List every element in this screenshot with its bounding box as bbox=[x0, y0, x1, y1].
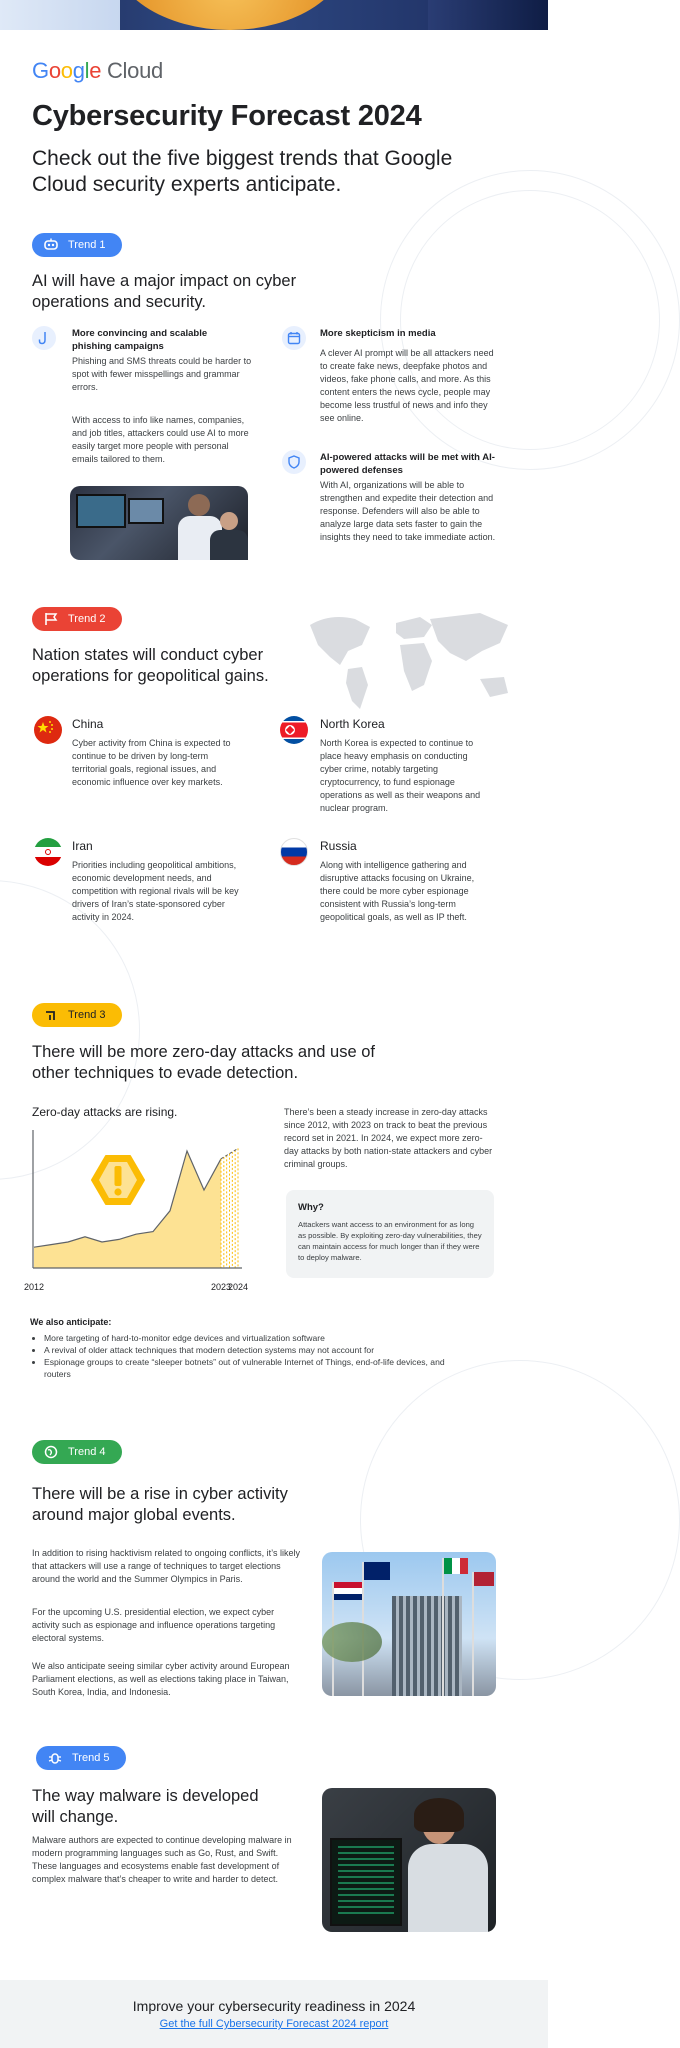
trend-1-label: Trend 1 bbox=[68, 239, 106, 251]
chart-tick-label: 2012 bbox=[23, 1282, 45, 1292]
trend-4-label: Trend 4 bbox=[68, 1446, 106, 1458]
chart-tick-label: 2023 bbox=[210, 1282, 232, 1292]
fishhook-icon bbox=[32, 326, 56, 350]
why-callout bbox=[286, 1190, 494, 1278]
bug-icon bbox=[46, 1751, 64, 1765]
flags-building-photo bbox=[322, 1552, 496, 1696]
phishing-title: More convincing and scalable phishing campaigns bbox=[72, 328, 208, 352]
list-item: • More targeting of hard-to-monitor edge devices and virtualization software bbox=[44, 1332, 450, 1344]
country-iran: Iran bbox=[72, 839, 93, 853]
iran-body: Priorities including geopolitical ambitions, economic development needs, and competition with regional rivals will be key drivers of Iran’s state-sponsored cyber activity in 2024. bbox=[72, 860, 239, 922]
report-link[interactable]: Get the full Cybersecurity Forecast 2024 report bbox=[159, 2018, 389, 2030]
ai-defense-title: AI-powered attacks will be met with AI-powered defenses bbox=[320, 452, 495, 476]
developer-photo bbox=[322, 1788, 496, 1932]
trend-4-heading: There will be a rise in cyber activity around major global events. bbox=[32, 1485, 288, 1524]
trend-2-heading: Nation states will conduct cyber operations for geopolitical gains. bbox=[32, 646, 269, 685]
trend-2-label: Trend 2 bbox=[68, 613, 106, 625]
page-title: Cybersecurity Forecast 2024 bbox=[32, 100, 422, 132]
page-subtitle: Check out the five biggest trends that Google Cloud security experts anticipate. bbox=[32, 147, 453, 196]
phishing-body: Phishing and SMS threats could be harder to spot with fewer misspellings and grammar errors. bbox=[72, 356, 252, 392]
logo-cloud-text: Cloud bbox=[106, 58, 163, 83]
chart-tick-label: 2024 bbox=[227, 1282, 249, 1292]
google-cloud-logo[interactable]: Google Cloud bbox=[32, 58, 163, 83]
shield-ai-icon bbox=[282, 450, 306, 474]
analysts-photo bbox=[70, 486, 248, 560]
trend-2-pill bbox=[32, 607, 122, 631]
chart-projection-lines bbox=[221, 1148, 238, 1268]
trend-4-pill bbox=[32, 1440, 122, 1464]
trend-3-label: Trend 3 bbox=[68, 1009, 106, 1021]
country-russia: Russia bbox=[320, 839, 357, 853]
detour-icon bbox=[42, 1008, 60, 1022]
anticipate-list bbox=[30, 1332, 450, 1380]
trend-5-pill bbox=[36, 1746, 126, 1770]
trend-5-label: Trend 5 bbox=[72, 1752, 110, 1764]
trend-1-heading: AI will have a major impact on cyber operations and security. bbox=[32, 272, 297, 311]
country-north-korea: North Korea bbox=[320, 717, 385, 731]
north-korea-body: North Korea is expected to continue to place heavy emphasis on conducting cyber crime, notably targeting cryptocurrency, to fund espionage operations as well as their weapons and nuclear program. bbox=[320, 738, 481, 813]
iran-flag-icon bbox=[34, 838, 62, 866]
trend-4-body-3: We also anticipate seeing similar cyber activity around European Parliament elections, as well as elections taking place in Taiwan, South Korea, India, and Indonesia. bbox=[32, 1661, 290, 1697]
china-flag-icon bbox=[34, 716, 62, 744]
anticipate-title: We also anticipate: bbox=[30, 1317, 112, 1327]
trend-5-heading: The way malware is developed will change. bbox=[32, 1787, 259, 1826]
globe-icon bbox=[42, 1445, 60, 1459]
world-map-image bbox=[300, 605, 520, 715]
trend-1-pill bbox=[32, 233, 122, 257]
media-skepticism-body: A clever AI prompt will be all attackers need to create fake news, deepfake photos and videos, fake phone calls, and more. As this content enters the news cycle, people may become less trustful of news and info they see online. bbox=[320, 348, 494, 423]
trend-3-pill bbox=[32, 1003, 122, 1027]
trend-5-body: Malware authors are expected to continue developing malware in modern programming languages such as Go, Rust, and Swift. These languages and ecosystems enable fast development of complex malware that’s cheaper to write and harder to detect. bbox=[32, 1835, 292, 1884]
list-item: • A revival of older attack techniques that modern detection systems may not account for bbox=[44, 1344, 450, 1356]
footer-heading: Improve your cybersecurity readiness in 2024 bbox=[132, 1998, 416, 2014]
list-item: • Espionage groups to create “sleeper botnets” out of vulnerable Internet of Things, end-of-life devices, and routers bbox=[44, 1356, 450, 1380]
trend-4-body-2: For the upcoming U.S. presidential election, we expect cyber activity such as espionage and influence operations targeting electoral systems. bbox=[32, 1607, 276, 1643]
country-china: China bbox=[72, 717, 104, 731]
russia-body: Along with intelligence gathering and disruptive attacks focusing on Ukraine, there could be more cyber espionage consistent with Russia’s long-term geopolitical goals, as well as IP theft. bbox=[320, 860, 475, 922]
media-skepticism-title: More skepticism in media bbox=[320, 328, 436, 339]
footer-cta bbox=[0, 1980, 548, 2048]
phishing-body-2: With access to info like names, companies, and job titles, attackers could use AI to more easily target more people with personal emails tailored to them. bbox=[72, 415, 249, 464]
trend-3-heading: There will be more zero-day attacks and use of other techniques to evade detection. bbox=[32, 1043, 375, 1082]
flag-icon bbox=[42, 612, 60, 626]
zero-day-area-chart bbox=[23, 1128, 249, 1293]
calendar-media-icon bbox=[282, 326, 306, 350]
chart-title: Zero-day attacks are rising. bbox=[32, 1105, 178, 1119]
warning-icon bbox=[92, 1156, 144, 1204]
ai-defense-body: With AI, organizations will be able to strengthen and expedite their detection and response. Defenders will also be able to analyze large data sets faster to gain the insights they need to take immediate action. bbox=[320, 480, 496, 542]
trend-4-body-1: In addition to rising hacktivism related to ongoing conflicts, it’s likely that attackers will use a range of techniques to target elections around the world and the Summer Olympics in Paris. bbox=[32, 1548, 300, 1584]
china-body: Cyber activity from China is expected to continue to be driven by long-term territorial goals, regional issues, and economic influence over key markets. bbox=[72, 738, 231, 787]
why-body: Attackers want access to an environment for as long as possible. By exploiting zero-day vulnerabilities, they can maintain access for much longer than if they were to deploy malware. bbox=[298, 1220, 482, 1262]
trend-3-body: There’s been a steady increase in zero-day attacks since 2012, with 2023 on track to beat the previous record set in 2021. In 2024, we expect more zero-day attacks by both nation-state attackers and cyber criminal groups. bbox=[284, 1107, 493, 1169]
why-title: Why? bbox=[298, 1202, 324, 1213]
north-korea-flag-icon bbox=[280, 716, 308, 744]
robot-icon bbox=[42, 238, 60, 252]
russia-flag-icon bbox=[280, 838, 308, 866]
header-banner-image bbox=[0, 0, 548, 30]
